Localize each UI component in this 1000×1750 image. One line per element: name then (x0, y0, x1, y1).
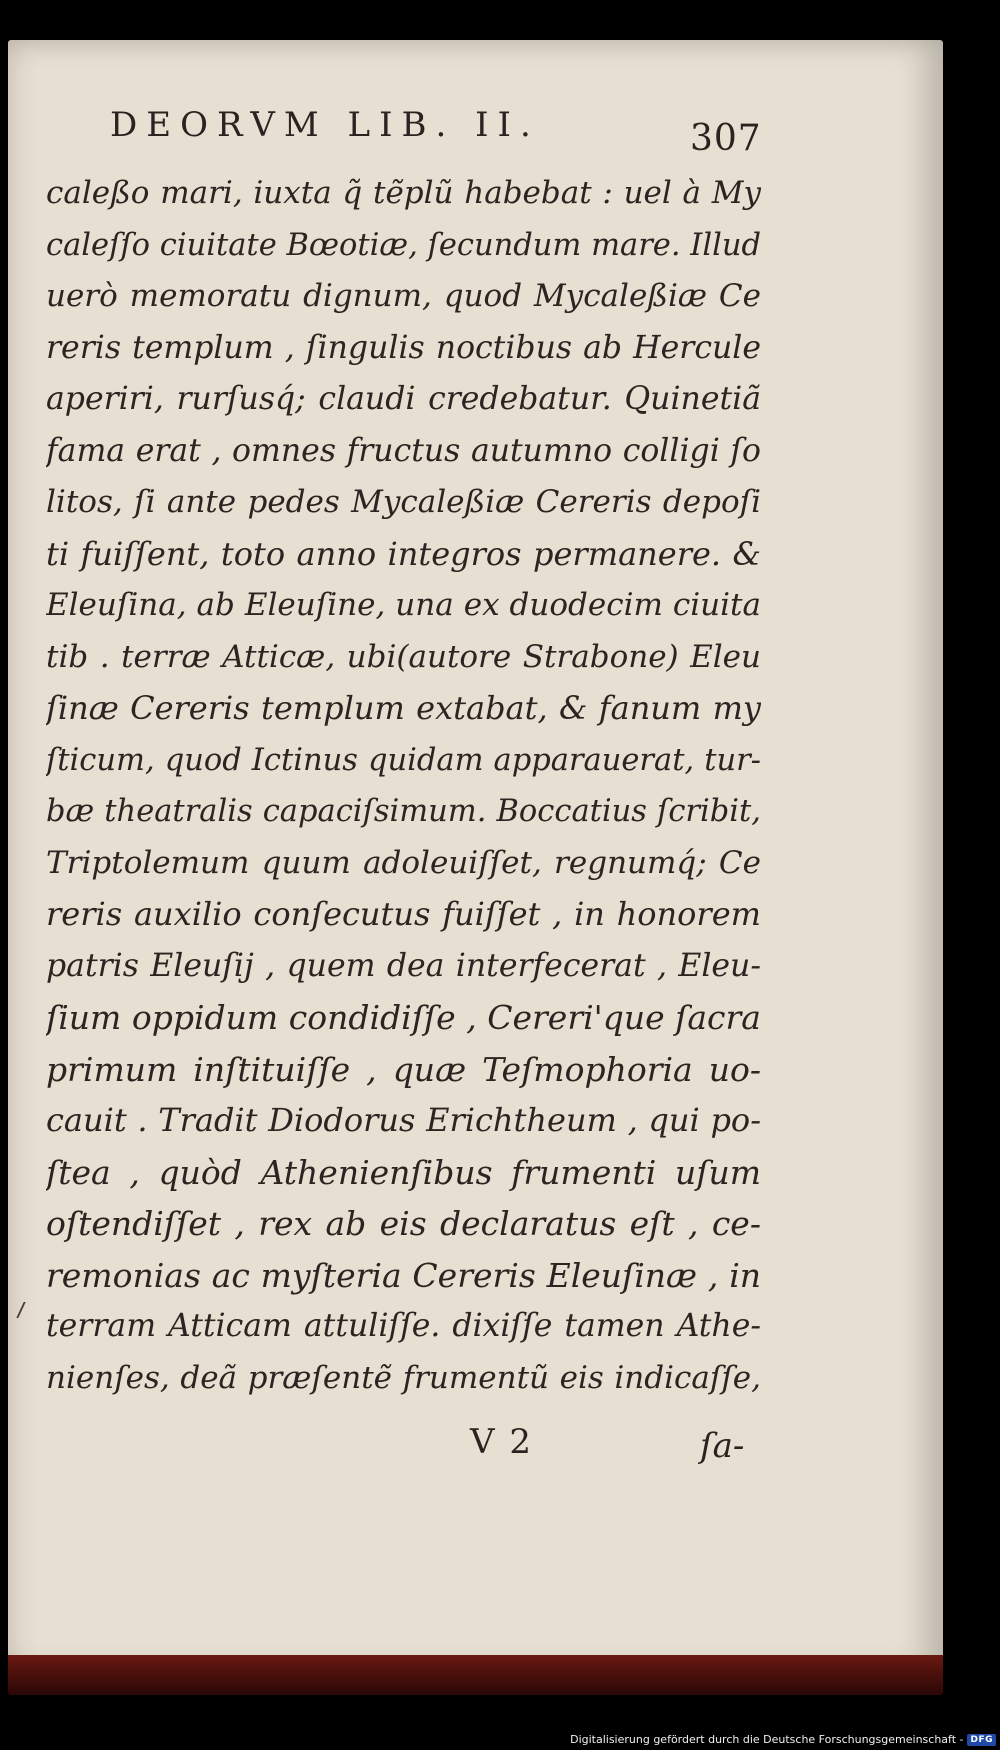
text-line: aperiri, rurſusq́; claudi credebatur. Quinetiã (46, 381, 761, 417)
text-line: Eleuſina, ab Eleuſine, una ex duodecim ciuita (46, 587, 761, 623)
text-line: ſtea , quòd Athenienſibus frumenti uſum (46, 1152, 761, 1192)
text-line: reris templum , ſingulis noctibus ab Hercule (46, 329, 761, 366)
text-line: ti fuiſſent, toto anno integros permanere. & (46, 534, 761, 573)
text-line: cauit . Tradit Diodorus Erichtheum , qui po- (46, 1101, 761, 1139)
credit-text: Digitalisierung gefördert durch die Deutsche Forschungsgemeinschaft - (570, 1733, 964, 1746)
text-line: nienſes, deã præſentẽ frumentũ eis indicaſſe, (46, 1359, 761, 1396)
text-line: Triptolemum quum adoleuiſſet, regnumq́; Ce (46, 844, 761, 881)
text-line: bæ theatralis capaciſsimum. Boccatius ſcribit, (46, 794, 761, 829)
page-number: 307 (690, 118, 762, 159)
catchword: ſa- (700, 1426, 745, 1466)
body-text (46, 168, 761, 1404)
text-line: ſticum, quod Ictinus quidam apparauerat, tur- (46, 742, 761, 778)
text-line: patris Eleuſij , quem dea interfecerat , Eleu- (46, 947, 761, 984)
text-line: litos, ſi ante pedes Mycaleßiæ Cereris depoſi (46, 484, 761, 520)
text-line: remonias ac myſteria Cereris Eleuſinæ , in (46, 1255, 761, 1295)
text-line: fama erat , omnes fructus autumno colligi ſo (46, 432, 761, 469)
text-line: uerò memoratu dignum, quod Mycaleßiæ Ce (46, 278, 761, 314)
text-line: reris auxilio conſecutus fuiſſet , in honorem (46, 895, 761, 933)
text-line: terram Atticam attuliſſe. dixiſſe tamen Athe- (46, 1308, 761, 1344)
text-line: primum inſtituiſſe , quæ Teſmophoria uo- (46, 1049, 761, 1089)
digitization-credit (570, 1733, 996, 1746)
text-line: oſtendiſſet , rex ab eis declaratus eſt , ce- (46, 1204, 761, 1243)
running-title: DEORVM LIB. II. (110, 105, 540, 145)
page-edge-band (8, 1655, 943, 1695)
text-line: ſium oppidum condidiſſe , Cereri'que ſacra (46, 998, 761, 1037)
text-line: ſinæ Cereris templum extabat, & fanum my (46, 689, 761, 727)
text-line: caleßo mari, iuxta q̃ tẽplũ habebat : uel à My (46, 175, 761, 211)
signature-mark: V 2 (470, 1422, 533, 1462)
text-line: tib . terræ Atticæ, ubi(autore Strabone) Eleu (46, 638, 761, 675)
dfg-logo-icon: DFG (967, 1734, 996, 1746)
text-line: caleſſo ciuitate Bœotiæ, ſecundum mare. Illud (46, 227, 761, 263)
margin-mark (16, 1302, 31, 1318)
